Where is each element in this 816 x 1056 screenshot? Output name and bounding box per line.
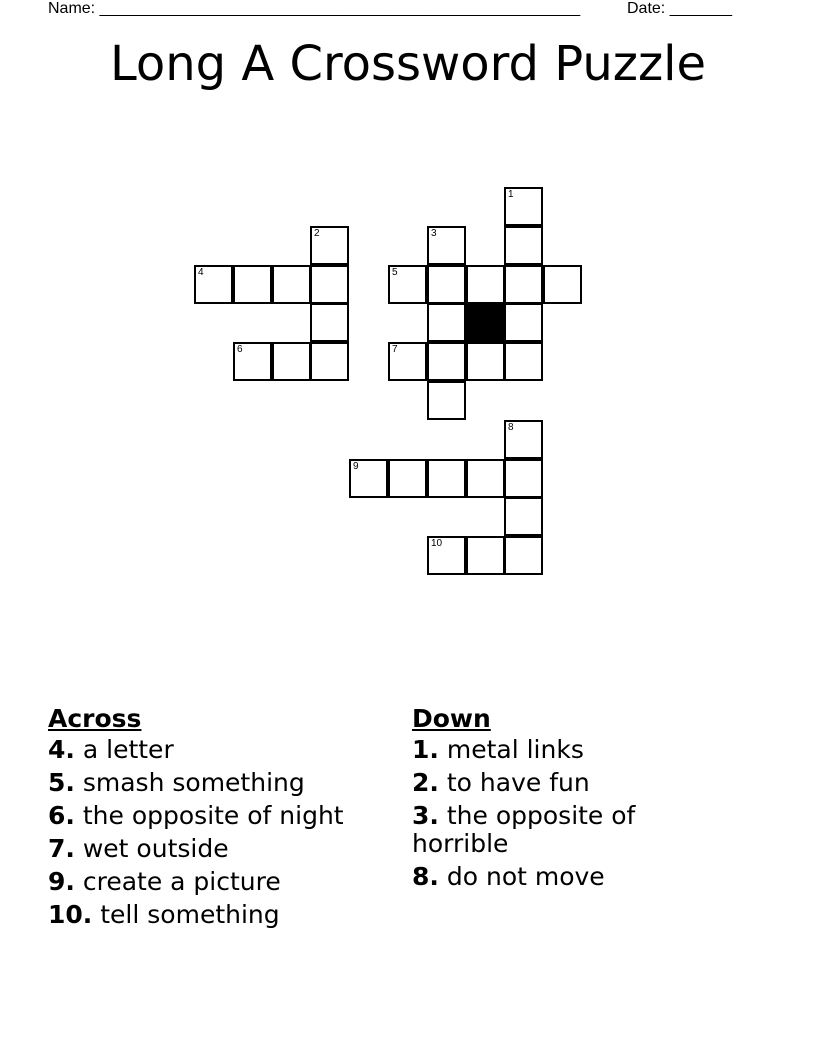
grid-cell[interactable]	[504, 459, 543, 498]
grid-cell[interactable]	[272, 265, 311, 304]
across-clue: 6. the opposite of night	[48, 801, 344, 830]
across-clue: 9. create a picture	[48, 867, 281, 896]
grid-cell[interactable]	[310, 303, 349, 342]
page-title: Long A Crossword Puzzle	[109, 36, 707, 92]
grid-cell[interactable]	[310, 226, 349, 265]
clue-number: 2	[314, 228, 320, 239]
grid-cell[interactable]	[427, 265, 466, 304]
grid-cell[interactable]	[388, 342, 427, 381]
down-clue: 3. the opposite of horrible	[412, 801, 636, 858]
grid-cell[interactable]	[427, 303, 466, 342]
grid-cell[interactable]	[233, 265, 272, 304]
across-clue: 7. wet outside	[48, 834, 229, 863]
down-clue: 8. do not move	[412, 862, 605, 891]
clue-number: 7	[392, 344, 398, 355]
grid-cell[interactable]	[504, 303, 543, 342]
down-heading: Down	[412, 704, 491, 733]
name-field-label: Name: ______________________________________________________	[48, 0, 581, 17]
grid-cell[interactable]	[504, 497, 543, 536]
grid-cell[interactable]	[504, 187, 543, 226]
grid-cell[interactable]	[388, 459, 427, 498]
grid-cell[interactable]	[427, 226, 466, 265]
grid-cell[interactable]	[504, 420, 543, 459]
grid-cell[interactable]	[349, 459, 388, 498]
grid-cell[interactable]	[272, 342, 311, 381]
grid-cell[interactable]	[310, 265, 349, 304]
clue-number: 5	[392, 267, 398, 278]
clue-number: 8	[508, 422, 514, 433]
grid-cell[interactable]	[466, 265, 505, 304]
grid-cell[interactable]	[466, 342, 505, 381]
across-clues	[48, 702, 388, 934]
grid-cell[interactable]	[504, 536, 543, 575]
grid-cell[interactable]	[466, 459, 505, 498]
grid-cell[interactable]	[427, 459, 466, 498]
blocked-cell	[466, 303, 505, 342]
down-clue: 2. to have fun	[412, 768, 590, 797]
down-clues	[412, 702, 682, 896]
clue-number: 4	[198, 267, 204, 278]
grid-cell[interactable]	[543, 265, 582, 304]
grid-cell[interactable]	[310, 342, 349, 381]
grid-cell[interactable]	[466, 536, 505, 575]
grid-cell[interactable]	[427, 342, 466, 381]
grid-cell[interactable]	[504, 265, 543, 304]
clue-number: 9	[353, 461, 359, 472]
date-field-label: Date: _______	[627, 0, 732, 17]
across-clue: 5. smash something	[48, 768, 305, 797]
grid-cell[interactable]	[504, 226, 543, 265]
across-clue: 10. tell something	[48, 900, 280, 929]
clue-number: 3	[431, 228, 437, 239]
grid-cell[interactable]	[194, 265, 233, 304]
clue-number: 6	[237, 344, 243, 355]
grid-cell[interactable]	[427, 536, 466, 575]
clue-number: 1	[508, 189, 514, 200]
clue-number: 10	[431, 538, 443, 549]
across-clue: 4. a letter	[48, 735, 174, 764]
grid-cell[interactable]	[388, 265, 427, 304]
down-clue: 1. metal links	[412, 735, 584, 764]
across-heading: Across	[48, 704, 142, 733]
grid-cell[interactable]	[233, 342, 272, 381]
grid-cell[interactable]	[504, 342, 543, 381]
grid-cell[interactable]	[427, 381, 466, 420]
